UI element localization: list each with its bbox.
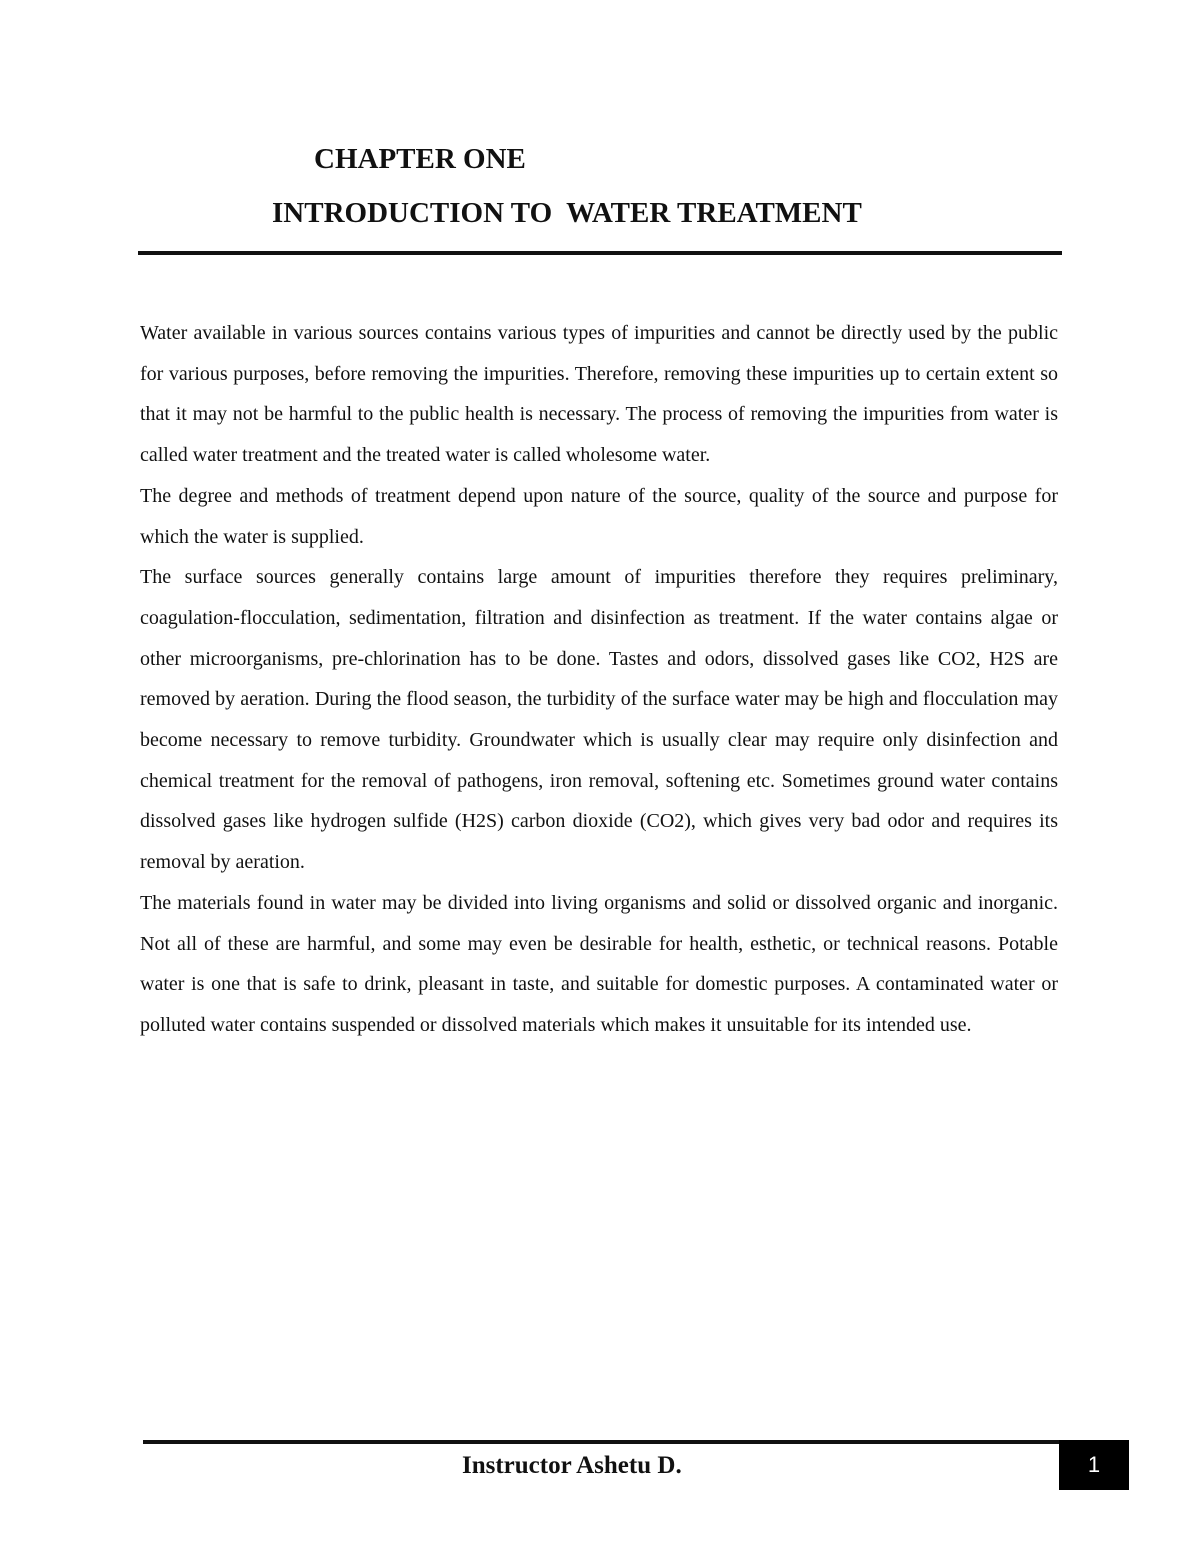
paragraph-intro: Water available in various sources contains various types of impurities and cannot be directly used by the public for various purposes, before removing the impurities. Therefore, removing these impurities up to certain extent so that it may not be harmful to the public health is necessary. The process of removing the impurities from water is called water treatment and the treated water is called wholesome water. <box>140 322 1058 467</box>
page-number-badge <box>1059 1440 1129 1490</box>
title-divider <box>138 251 1062 255</box>
footer-author: Instructor Ashetu D. <box>462 1452 682 1479</box>
chapter-title: INTRODUCTION TO WATER TREATMENT <box>272 197 862 229</box>
paragraph-degree-of-treatment: The degree and methods of treatment depend upon nature of the source, quality of the source and purpose for which the water is supplied. <box>140 484 1058 548</box>
footer-divider <box>143 1440 1059 1444</box>
chapter-label: CHAPTER ONE <box>314 143 526 175</box>
paragraph-surface-and-ground-sources: The surface sources generally contains large amount of impurities therefore they requires preliminary, coagulation-flocculation, sedimentation, filtration and disinfection as treatment. If the water contains algae or other microorganisms, pre-chlorination has to be done. Tastes and odors, dissolved gases like CO2, H2S are removed by aeration. During the flood season, the turbidity of the surface water may be high and flocculation may become necessary to remove turbidity. Groundwater which is usually clear may require only disinfection and chemical treatment for the removal of pathogens, iron removal, softening etc. Sometimes ground water contains dissolved gases like hydrogen sulfide (H2S) carbon dioxide (CO2), which gives very bad odor and requires its removal by aeration. <box>140 566 1058 874</box>
page-number: 1 <box>1087 1452 1101 1477</box>
paragraph-materials-in-water: The materials found in water may be divided into living organisms and solid or dissolved organic and inorganic. Not all of these are harmful, and some may even be desirable for health, esthetic, or technical reasons. Potable water is one that is safe to drink, pleasant in taste, and suitable for domestic purposes. A contaminated water or polluted water contains suspended or dissolved materials which makes it unsuitable for its intended use. <box>140 891 1058 1036</box>
body-text <box>140 313 1058 1046</box>
